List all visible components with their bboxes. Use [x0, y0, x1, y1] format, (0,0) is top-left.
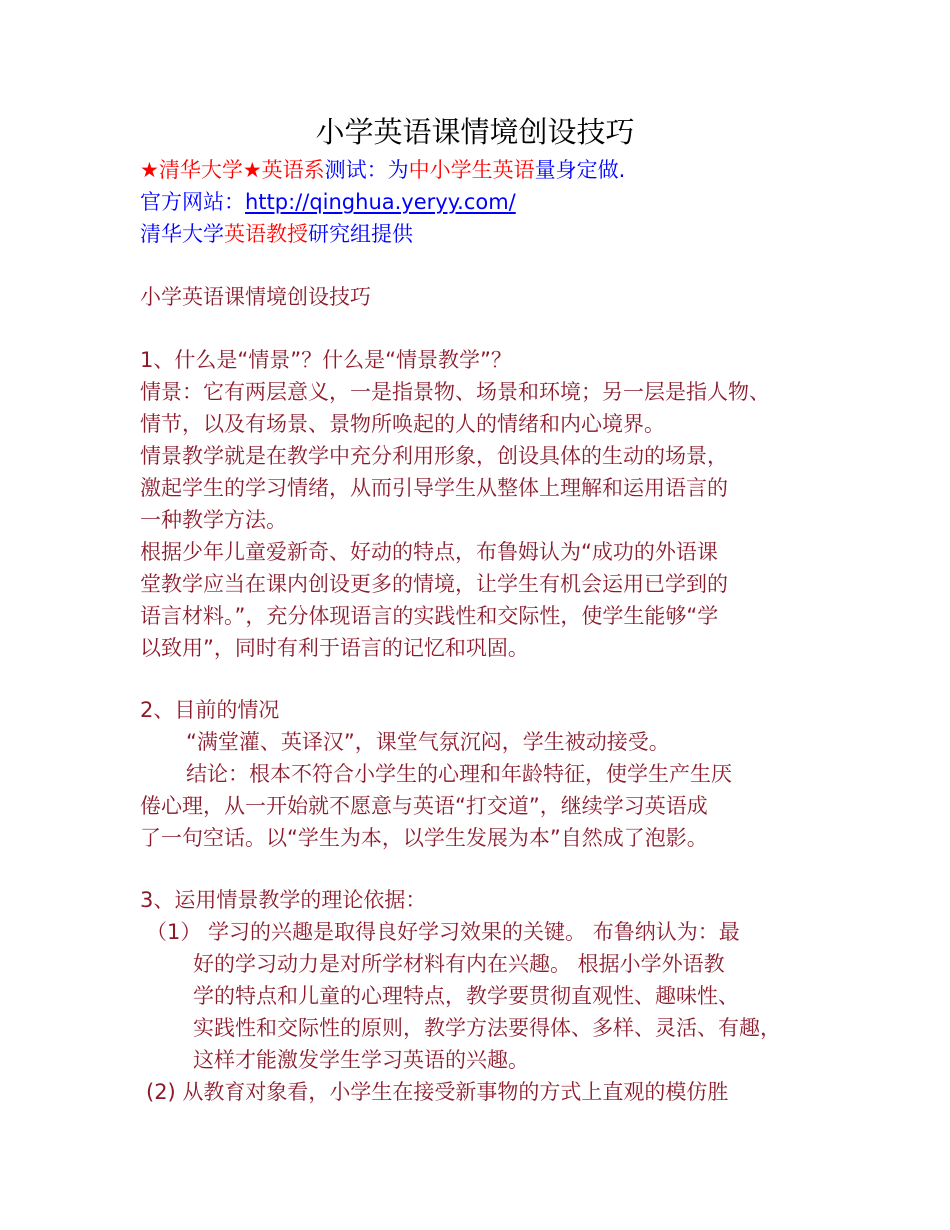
star-icon: ★	[242, 158, 262, 182]
text-line: 情景教学就是在教学中充分利用形象，创设具体的生动的场景，	[140, 444, 728, 468]
text-line: 了一句空话。以“学生为本，以学生发展为本”自然成了泡影。	[140, 826, 708, 850]
text-line: 激起学生的学习情绪，从而引导学生从整体上理解和运用语言的	[140, 476, 728, 500]
text-line: 这样才能激发学生学习英语的兴趣。	[193, 1048, 529, 1072]
website-link[interactable]: http://qinghua.yeryy.com/	[245, 190, 516, 214]
provider-org: 清华大学	[140, 222, 224, 246]
promo-test: 测试：为	[324, 158, 409, 182]
provider-tail: 研究组提供	[308, 222, 413, 246]
text-line: 一种教学方法。	[140, 508, 287, 532]
text-line: 根据少年儿童爱新奇、好动的特点，布鲁姆认为“成功的外语课	[140, 540, 718, 564]
text-line: “满堂灌、英译汉”，课堂气氛沉闷，学生被动接受。	[186, 730, 670, 754]
text-line: 结论：根本不符合小学生的心理和年龄特征，使学生产生厌	[186, 762, 732, 786]
star-icon: ★	[140, 158, 159, 182]
website-label: 官方网站：	[140, 190, 245, 214]
text-line: 实践性和交际性的原则，教学方法要得体、多样、灵活、有趣，	[193, 1016, 781, 1040]
promo-tail: 量身定做.	[534, 158, 626, 182]
text-line: 堂教学应当在课内创设更多的情境，让学生有机会运用已学到的	[140, 572, 728, 596]
text-line: （1） 学习的兴趣是取得良好学习效果的关键。 布鲁纳认为：最	[146, 920, 740, 944]
text-line: 情景：它有两层意义，一是指景物、场景和环境；另一层是指人物、	[140, 380, 770, 404]
body-subtitle: 小学英语课情境创设技巧	[140, 285, 371, 309]
section-2-heading: 2、目前的情况	[140, 698, 280, 722]
text-line: 倦心理，从一开始就不愿意与英语“打交道”，继续学习英语成	[140, 794, 708, 818]
promo-line-2	[140, 186, 516, 218]
promo-org: 清华大学	[158, 158, 243, 182]
promo-target: 中小学生英语	[408, 158, 535, 182]
promo-line-3	[140, 218, 413, 250]
text-line: 语言材料。”，充分体现语言的实践性和交际性，使学生能够“学	[140, 604, 719, 628]
text-line: (2) 从教育对象看，小学生在接受新事物的方式上直观的模仿胜	[146, 1080, 729, 1104]
text-line: 情节，以及有场景、景物所唤起的人的情绪和内心境界。	[140, 412, 665, 436]
section-1-heading: 1、什么是“情景”？什么是“情景教学”？	[140, 348, 512, 372]
promo-line-1	[140, 154, 625, 186]
text-line: 以致用”，同时有利于语言的记忆和巩固。	[140, 636, 529, 660]
promo-dept: 英语系	[261, 158, 325, 182]
text-line: 好的学习动力是对所学材料有内在兴趣。 根据小学外语教	[193, 952, 725, 976]
document-title: 小学英语课情境创设技巧	[315, 115, 635, 149]
text-line: 学的特点和儿童的心理特点，教学要贯彻直观性、趣味性、	[193, 984, 739, 1008]
section-3-heading: 3、运用情景教学的理论依据：	[140, 888, 427, 912]
provider-prof: 英语教授	[224, 222, 308, 246]
